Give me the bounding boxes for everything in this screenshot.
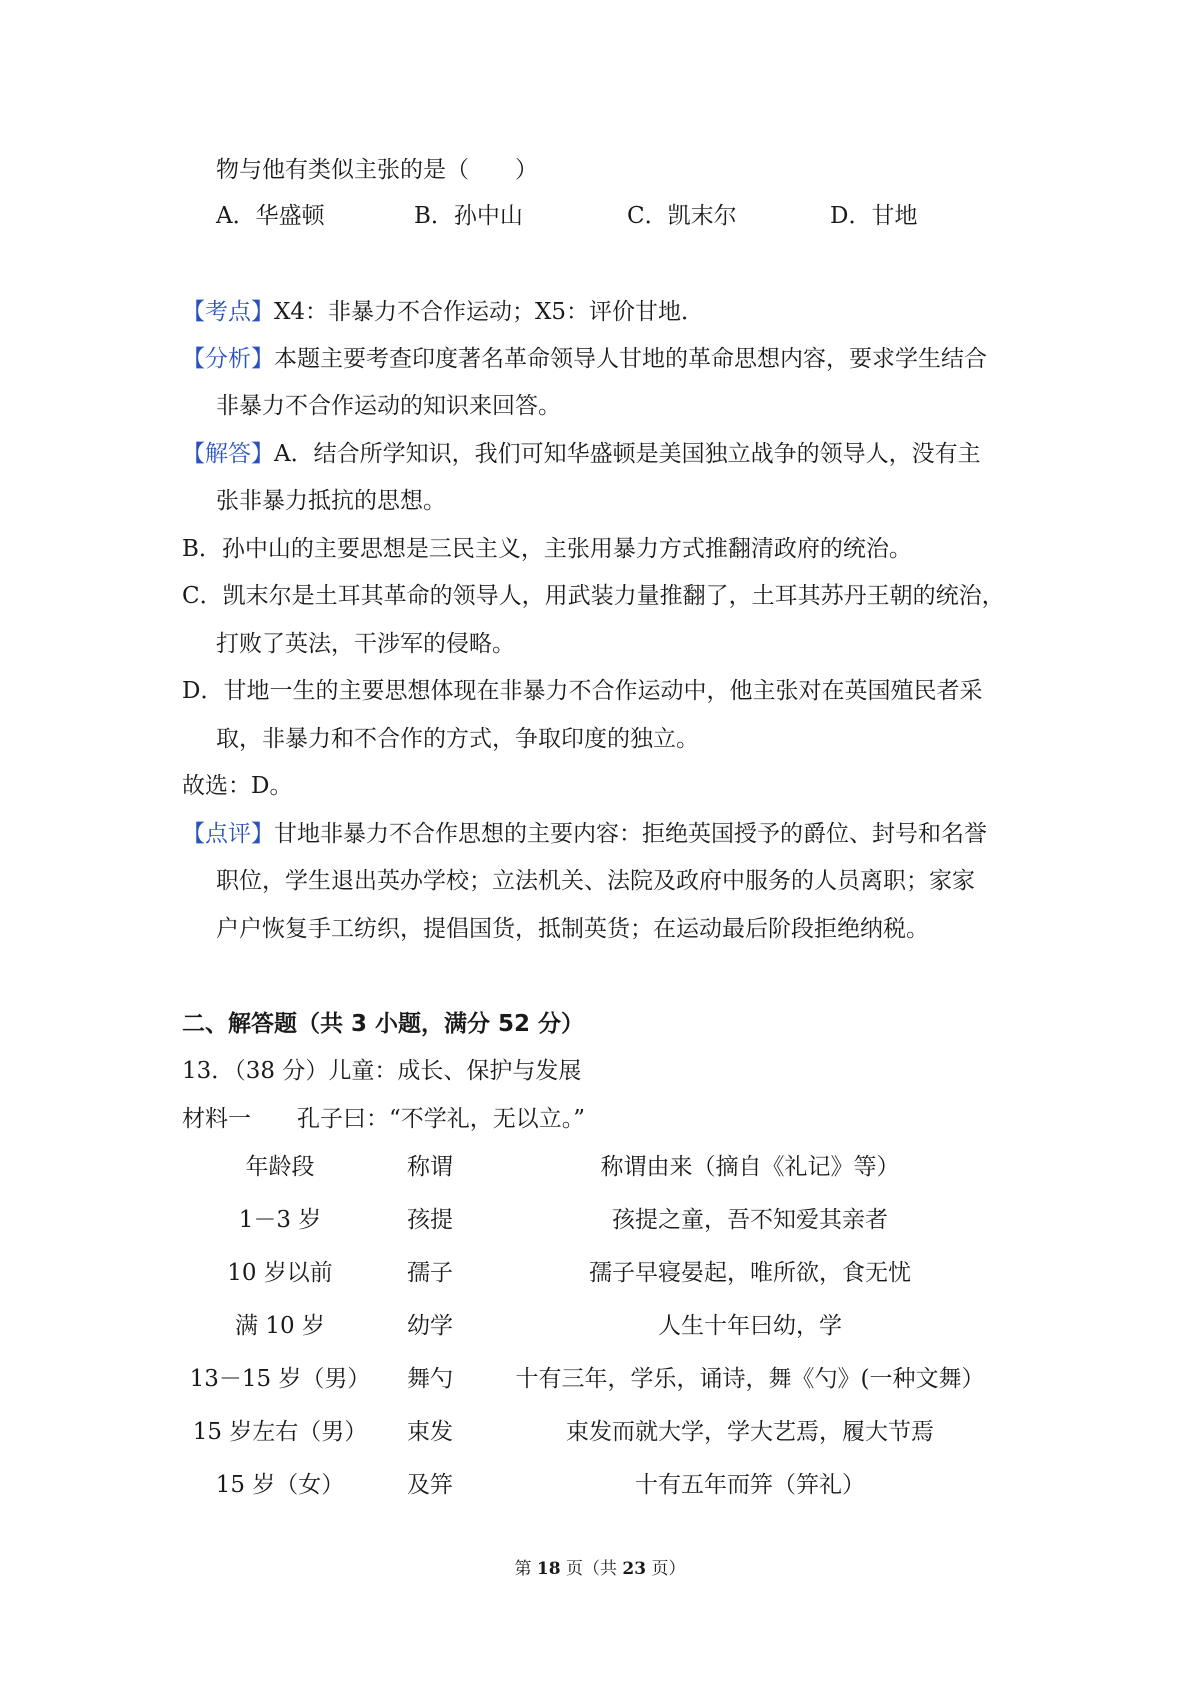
dianping-text-2: 职位，学生退出英办学校；立法机关、法院及政府中服务的人员离职；家家 [216, 868, 975, 894]
table-cell-origin: 十有五年而笄（笄礼） [635, 1472, 865, 1498]
jieda-a-text-2: 张非暴力抵抗的思想。 [216, 488, 446, 514]
table-cell-title: 及笄 [407, 1472, 453, 1498]
jieda-a-text-1: A．结合所学知识，我们可知华盛顿是美国独立战争的领导人，没有主 [274, 441, 981, 467]
option-d: D．甘地 [830, 203, 918, 229]
table-cell-origin: 孩提之童，吾不知爱其亲者 [612, 1207, 888, 1233]
kaodian-tag: 【考点】 [182, 299, 274, 325]
section-heading: 二、解答题（共 3 小题，满分 52 分） [182, 1011, 585, 1037]
jieda-c-text-2: 打败了英法，干涉军的侵略。 [216, 631, 515, 657]
option-b: B．孙中山 [414, 203, 523, 229]
jieda-c-text-1: C．凯末尔是土耳其革命的领导人，用武装力量推翻了，土耳其苏丹王朝的统治， [182, 583, 1005, 609]
dianping-line-1 [182, 816, 987, 852]
footer-middle: 页（共 [566, 1559, 617, 1579]
table-cell-origin: 人生十年曰幼，学 [658, 1313, 842, 1339]
table-cell-title: 孩提 [407, 1207, 453, 1233]
table-header-origin: 称谓由来（摘自《礼记》等） [600, 1154, 900, 1180]
table-cell-origin: 十有三年，学乐，诵诗，舞《勺》(一种文舞） [515, 1366, 985, 1392]
fenxi-text-1: 本题主要考查印度著名革命领导人甘地的革命思想内容，要求学生结合 [274, 346, 987, 372]
page-footer [0, 1556, 1200, 1582]
question-13-title: 13．（38 分）儿童：成长、保护与发展 [182, 1058, 582, 1084]
material-1: 材料一 孔子曰：“不学礼，无以立。” [182, 1106, 586, 1132]
jieda-line-1 [182, 436, 981, 472]
jieda-d-text-1: D．甘地一生的主要思想体现在非暴力不合作运动中，他主张对在英国殖民者采 [182, 678, 983, 704]
fenxi-line-1 [182, 341, 987, 377]
jieda-tag: 【解答】 [182, 441, 274, 467]
table-cell-age: 满 10 岁 [235, 1313, 325, 1339]
fenxi-tag: 【分析】 [182, 346, 274, 372]
fenxi-line-2: 非暴力不合作运动的知识来回答。 [216, 393, 561, 419]
table-cell-age: 10 岁以前 [227, 1260, 333, 1286]
dianping-tag: 【点评】 [182, 821, 274, 847]
footer-prefix: 第 [514, 1559, 532, 1579]
table-cell-age: 15 岁（女） [215, 1472, 345, 1498]
footer-page-number: 18 [536, 1559, 561, 1579]
table-cell-age: 1－3 岁 [238, 1207, 322, 1233]
dianping-text-1: 甘地非暴力不合作思想的主要内容：拒绝英国授予的爵位、封号和名誉 [274, 821, 987, 847]
option-a: A．华盛顿 [216, 203, 325, 229]
table-cell-origin: 束发而就大学，学大艺焉，履大节焉 [566, 1419, 934, 1445]
table-cell-title: 舞勺 [407, 1366, 453, 1392]
footer-suffix: 页） [651, 1559, 686, 1579]
table-cell-title: 幼学 [407, 1313, 453, 1339]
table-cell-age: 15 岁左右（男） [192, 1419, 368, 1445]
table-header-title: 称谓 [407, 1154, 453, 1180]
jieda-d-text-2: 取，非暴力和不合作的方式，争取印度的独立。 [216, 726, 699, 752]
kaodian-text: X4：非暴力不合作运动；X5：评价甘地． [274, 299, 705, 325]
question-stem-tail: 物与他有类似主张的是（ ） [216, 157, 538, 183]
table-header-age: 年龄段 [245, 1154, 315, 1180]
table-cell-title: 束发 [407, 1419, 453, 1445]
kaodian-line [182, 294, 704, 330]
table-cell-origin: 孺子早寝晏起，唯所欲，食无忧 [589, 1260, 911, 1286]
footer-total-pages: 23 [622, 1559, 647, 1579]
jieda-answer: 故选：D。 [182, 773, 293, 799]
table-cell-age: 13－15 岁（男） [189, 1366, 371, 1392]
table-cell-title: 孺子 [407, 1260, 453, 1286]
option-c: C．凯末尔 [627, 203, 737, 229]
jieda-b-text: B．孙中山的主要思想是三民主义，主张用暴力方式推翻清政府的统治。 [182, 536, 912, 562]
dianping-text-3: 户户恢复手工纺织，提倡国货，抵制英货；在运动最后阶段拒绝纳税。 [216, 916, 929, 942]
